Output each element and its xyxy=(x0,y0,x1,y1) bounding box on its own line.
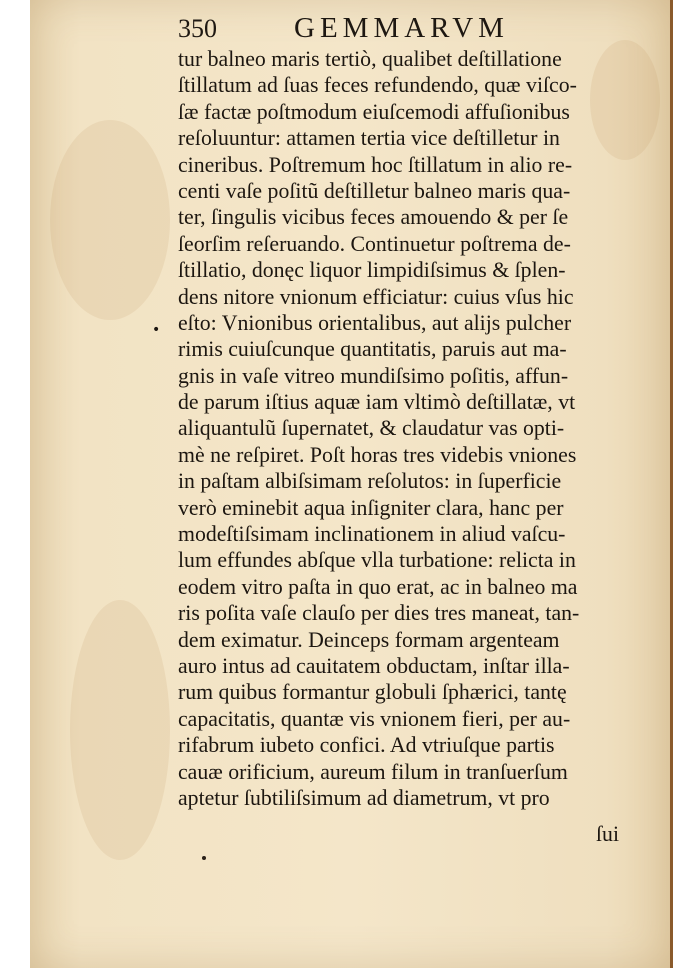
text-line: ſeorſim reſeruando. Continuetur poſtrema de- xyxy=(178,231,571,256)
text-line: mè ne reſpiret. Poſt horas tres videbis vniones xyxy=(178,442,577,467)
text-line: centi vaſe poſitũ deſtilletur balneo maris qua- xyxy=(178,178,571,203)
text-line: reſoluuntur: attamen tertia vice deſtilletur in xyxy=(178,126,560,151)
text-line: aptetur ſubtiliſsimum ad diametrum, vt pro xyxy=(178,785,550,810)
body-text xyxy=(178,46,638,811)
text-line: ſtillatio, donęc liquor limpidiſsimus & ſplen- xyxy=(178,258,566,283)
text-line: rum quibus formantur globuli ſphærici, tantę xyxy=(178,680,567,705)
ink-speck xyxy=(202,856,206,860)
text-line: gnis in vaſe vitreo mundiſsimo poſitis, affun- xyxy=(178,363,569,388)
text-line: ſæ factæ poſtmodum eiuſcemodi affuſionibus xyxy=(178,99,570,124)
text-line: dem eximatur. Deinceps formam argenteam xyxy=(178,627,560,652)
text-line: dens nitore vnionum efficiatur: cuius vſus hic xyxy=(178,284,574,309)
text-line: cauæ orificium, aureum filum in tranſuerſum xyxy=(178,759,568,784)
text-line: ſtillatum ad ſuas feces refundendo, quæ viſco- xyxy=(178,73,577,98)
text-line: in paſtam albiſsimam reſolutos: in ſuperficie xyxy=(178,469,562,494)
catchword: ſui xyxy=(596,822,620,846)
text-line: aliquantulũ ſupernatet, & claudatur vas opti- xyxy=(178,416,565,441)
text-line: auro intus ad cauitatem obductam, inſtar illa- xyxy=(178,653,570,678)
text-line: capacitatis, quantæ vis vnionem fieri, per au- xyxy=(178,706,571,731)
text-line: modeſtiſsimam inclinationem in aliud vaſcu- xyxy=(178,522,566,547)
page-number: 350 xyxy=(178,14,217,43)
text-line: ter, ſingulis vicibus feces amouendo & per ſe xyxy=(178,205,569,230)
running-title: GEMMARVM xyxy=(294,12,509,44)
page-header xyxy=(178,10,638,50)
text-line: verò eminebit aqua inſigniter clara, hanc per xyxy=(178,495,564,520)
paper-stain xyxy=(70,600,170,860)
text-line: cineribus. Poſtremum hoc ſtillatum in alio re- xyxy=(178,152,573,177)
text-line: tur balneo maris tertiò, qualibet deſtillatione xyxy=(178,47,562,71)
text-line: rimis cuiuſcunque quantitatis, paruis aut ma- xyxy=(178,337,567,362)
text-line: rifabrum iubeto confici. Ad vtriuſque partis xyxy=(178,733,555,758)
margin-mark: • xyxy=(152,322,161,338)
paper-stain xyxy=(50,120,170,320)
text-line: eſto: Vnionibus orientalibus, aut alijs pulcher xyxy=(178,310,572,335)
text-line: de parum iſtius aquæ iam vltimò deſtillatæ, vt xyxy=(178,390,576,415)
text-line: eodem vitro paſta in quo erat, ac in balneo ma xyxy=(178,574,578,599)
text-line: lum effundes abſque vlla turbatione: relicta in xyxy=(178,548,576,573)
text-line: ris poſita vaſe clauſo per dies tres maneat, tan- xyxy=(178,601,580,626)
